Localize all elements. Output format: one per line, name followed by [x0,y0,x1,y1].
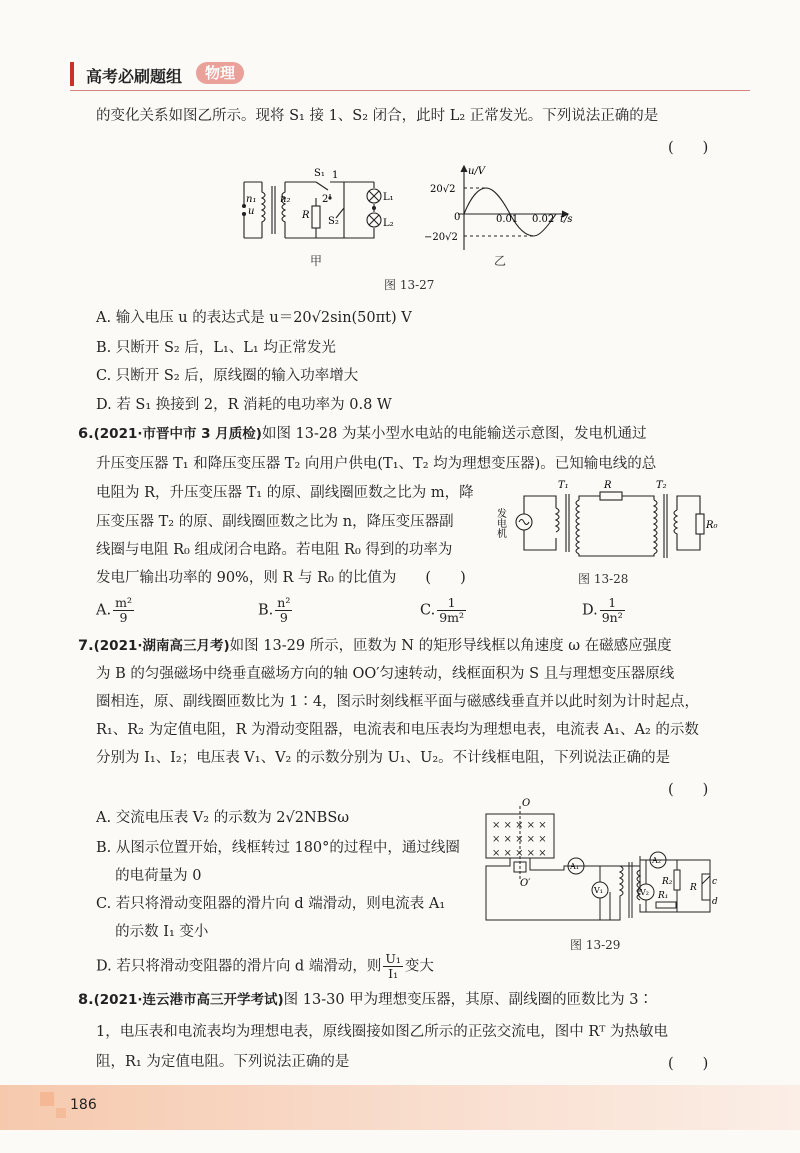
header-rule [70,90,750,91]
fig29-d: d [712,897,718,907]
fig-13-27-caption: 图 13-27 [384,278,435,292]
page-footer-band [0,1085,800,1130]
q7-line-4: R₁、R₂ 为定值电阻，R 为滑动变阻器，电流表和电压表均为理想电表，电流表 A₁、A₂ 的示数 [96,722,699,738]
figure-13-29-diagram [480,800,730,928]
n1-label: n₁ [246,194,257,205]
fig29-v1: V₁ [594,886,603,895]
r-label: R [302,210,310,221]
q7-answer-paren: ( ) [668,782,709,798]
svg-text:× × × × ×: × × × × × [492,820,547,831]
q7-option-b-1: B. 从图示位置开始，线框转过 180°的过程中，通过线圈 [96,840,460,856]
q7-option-d-num: U₁ [385,951,401,966]
q8-source: (2021·连云港市高三开学考试) [93,992,284,1008]
fig29-r1: R₁ [658,891,669,901]
q7-option-d-text: D. 若只将滑动变阻器的滑片向 d 端滑动，则 [96,958,382,975]
q6-source: (2021·市晋中市 3 月质检) [93,426,262,442]
q6-option-a-label: A. [96,602,112,619]
fig28-r: R [604,480,612,491]
fig29-c: c [712,877,718,887]
fig29-a2: A₂ [652,856,661,865]
q6-number: 6. [78,426,94,442]
q7-line-1 [78,636,672,656]
q8-number: 8. [78,992,94,1008]
q7-option-b-2: 的电荷量为 0 [96,868,202,884]
q7-line-3: 圈相连，原、副线圈匝数比为 1∶4，图示时刻线框平面与磁感线垂直并以此时刻为计时起点， [96,694,700,710]
s1-label: S₁ [314,168,325,179]
q6-option-d-label: D. [582,602,598,619]
q7-option-c-1: C. 若只将滑动变阻器的滑片向 d 端滑动，则电流表 A₁ [96,896,446,912]
graph-x1: 0.01 [496,214,519,225]
terminal-1-label: 1 [332,170,339,181]
q6-option-a-den: 9 [119,610,128,625]
fig-jia-label: 甲 [310,254,323,268]
q6-line-2: 升压变压器 T₁ 和降压变压器 T₂ 向用户供电(T₁、T₂ 均为理想变压器)。已知输电线的总 [96,456,657,472]
l2-label: L₂ [383,218,394,229]
figure-13-28-diagram [494,480,730,570]
q6-option-d [582,596,627,625]
fig29-v2: V₂ [640,888,649,897]
q5-option-d: D. 若 S₁ 换接到 2，R 消耗的电功率为 0.8 W [96,397,392,413]
terminal-2-label: 2 [322,194,329,205]
q6-option-d-num: 1 [600,596,625,611]
q6-option-b-num: n² [277,595,291,610]
header-accent-bar [70,62,74,86]
graph-zero: 0 [454,212,461,223]
figure-13-27-circuit [232,168,392,248]
q6-option-c-label: C. [420,602,436,619]
q6-option-b-label: B. [258,602,274,619]
q8-line-2: 1，电压表和电流表均为理想电表，原线圈接如图乙所示的正弦交流电，图中 Rᵀ 为热敏电 [96,1024,668,1040]
q7-option-c-2: 的示数 I₁ 变小 [96,924,209,940]
u-label: u [248,206,255,217]
q5-option-a: A. 输入电压 u 的表达式是 u＝20√2sin(50πt) V [96,310,412,326]
q6-line-3: 电阻为 R，升压变压器 T₁ 的原、副线圈匝数之比为 m，降 [96,485,474,501]
footer-deco-square [40,1092,54,1106]
fig28-r0: R₀ [706,520,718,531]
q6-option-b-frac [275,596,292,625]
fig29-a1: A₁ [570,862,579,871]
q6-option-c [420,596,468,625]
q5-answer-paren: ( ) [668,140,709,156]
q6-option-d-den: 9n² [601,610,623,625]
svg-text:× × × × ×: × × × × × [492,834,547,845]
fig-yi-label: 乙 [494,254,507,268]
subject-badge: 物理 [196,62,244,84]
q5-option-c: C. 只断开 S₂ 后，原线圈的输入功率增大 [96,368,359,384]
graph-x2: 0.02 [532,214,555,225]
graph-ymin: −20√2 [424,232,458,243]
graph-ylabel: u/V [468,166,486,177]
page-number: 186 [70,1097,97,1113]
q5-intro: 的变化关系如图乙所示。现将 S₁ 接 1、S₂ 闭合，此时 L₂ 正常发光。下列说法正确的是 [96,108,659,124]
q6-line-6: 发电厂输出功率的 90%，则 R 与 R₀ 的比值为 ( ) [96,570,466,586]
q7-option-d [96,952,434,981]
q6-option-a-frac [113,596,134,625]
q6-option-a-num: m² [115,595,132,610]
q6-option-b-den: 9 [279,610,288,625]
q7-source: (2021·湖南高三月考) [93,638,230,654]
figure-13-27-graph [424,164,574,254]
s2-label: S₂ [328,216,339,227]
q6-line-1 [78,424,646,444]
fig-13-29-caption: 图 13-29 [570,938,621,952]
q7-text-1: 如图 13-29 所示，匝数为 N 的矩形导线框以角速度 ω 在磁感应强度 [229,638,672,654]
fig29-r2: R₂ [662,877,673,887]
fig28-generator: 发电机 [494,508,506,538]
q8-line-1 [78,990,653,1010]
svg-text:× × × × ×: × × × × × [492,848,547,859]
footer-deco-square [56,1108,66,1118]
header-title: 高考必刷题组 [86,67,183,86]
q7-option-d-tail: 变大 [404,958,434,975]
fig28-t2: T₂ [656,480,667,491]
q6-option-c-num: 1 [437,596,466,611]
q8-line-3: 阻，R₁ 为定值电阻。下列说法正确的是 [96,1054,350,1070]
q7-option-d-den: I₁ [388,966,399,981]
q5-option-b: B. 只断开 S₂ 后，L₁、L₁ 均正常发光 [96,340,336,356]
q6-option-d-frac [600,596,625,625]
fig29-o: O [522,798,531,809]
graph-xlabel: t/s [560,214,573,225]
q8-text-1: 图 13-30 甲为理想变压器，其原、副线圈的匝数比为 3∶ [283,992,654,1008]
fig28-t1: T₁ [558,480,569,491]
q7-number: 7. [78,638,94,654]
q6-option-b [258,596,294,625]
fig29-r: R [690,883,697,893]
n2-label: n₂ [280,194,291,205]
q6-option-a [96,596,136,625]
q6-line-5: 线圈与电阻 R₀ 组成闭合电路。若电阻 R₀ 得到的功率为 [96,542,453,558]
q6-line-4: 压变压器 T₂ 的原、副线圈匝数之比为 n，降压变压器副 [96,514,454,530]
graph-ymax: 20√2 [430,184,456,195]
q6-option-c-frac [437,596,466,625]
q7-option-a: A. 交流电压表 V₂ 的示数为 2√2NBSω [96,810,350,826]
q7-option-d-frac [383,952,403,981]
q6-option-c-den: 9m² [439,610,465,625]
l1-label: L₁ [383,192,394,203]
q6-text-1: 如图 13-28 为某小型水电站的电能输送示意图，发电机通过 [261,426,647,442]
q8-answer-paren: ( ) [668,1056,709,1072]
fig-13-28-caption: 图 13-28 [578,572,629,586]
q7-line-5: 分别为 I₁、I₂；电压表 V₁、V₂ 的示数分别为 U₁、U₂。不计线框电阻，下列说法正确的是 [96,750,671,766]
fig29-o2: O′ [520,878,531,889]
q7-line-2: 为 B 的匀强磁场中绕垂直磁场方向的轴 OO′匀速转动，线框面积为 S 且与理想变压器原线 [96,666,675,682]
page-header [58,54,758,94]
